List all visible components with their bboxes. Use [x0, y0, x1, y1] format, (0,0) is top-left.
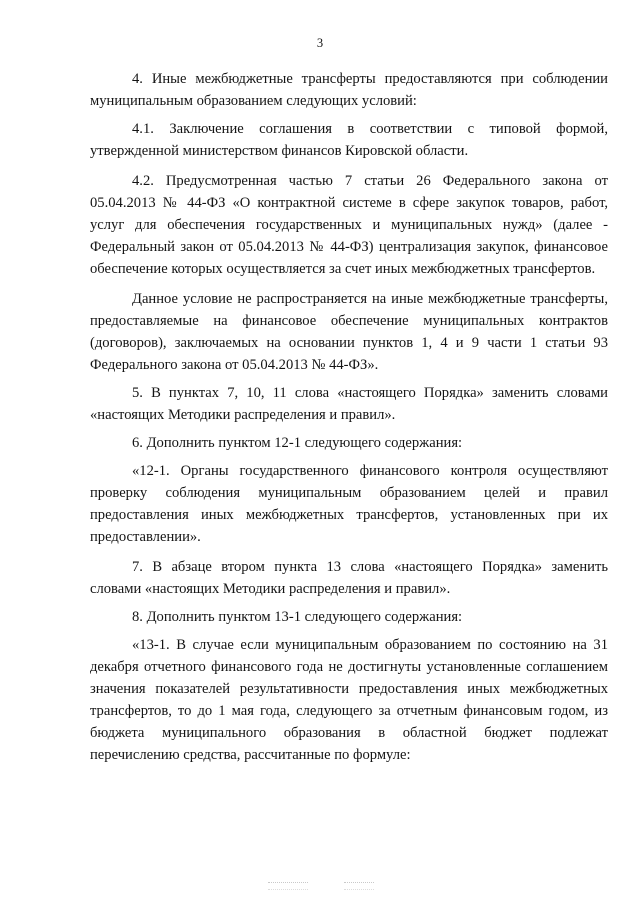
scan-artifact-mark — [268, 882, 308, 890]
scan-artifact-mark — [344, 882, 374, 890]
paragraph-item-12-1: «12-1. Органы государственного финансового контроля осуществляют проверку соблюдения муниципальным образованием целей и правил предоставления иных межбюджетных трансфертов, установленных при их предоставлении». — [90, 463, 608, 545]
page-number: 3 — [316, 36, 324, 50]
paragraph-item-6: 6. Дополнить пунктом 12-1 следующего содержания: — [132, 435, 463, 451]
paragraph-item-7: 7. В абзаце втором пункта 13 слова «настоящего Порядка» заменить словами «настоящих Методики распределения и правил». — [90, 559, 608, 597]
paragraph-item-13-1: «13-1. В случае если муниципальным образованием по состоянию на 31 декабря отчетного финансового года не достигнуты установленные соглашением значения показателей результативности предоставления иных межбюджетных трансфертов, то до 1 мая года, следующего за отчетным финансовым годом, из бюджета муниципального образования в областной бюджет подлежат перечислению средства, рассчитанные по формуле: — [90, 637, 608, 763]
paragraph-item-8: 8. Дополнить пунктом 13-1 следующего содержания: — [132, 609, 463, 625]
paragraph-item-4-2: 4.2. Предусмотренная частью 7 статьи 26 Федерального закона от 05.04.2013 № 44-ФЗ «О контрактной системе в сфере закупок товаров, работ, услуг для обеспечения государственных и муниципальных нужд» (далее - Федеральный закон от 05.04.2013 № 44-ФЗ) централизация закупок, финансовое обеспечение которых осуществляется за счет иных межбюджетных трансфертов. — [90, 173, 608, 277]
paragraph-item-5: 5. В пунктах 7, 10, 11 слова «настоящего Порядка» заменить словами «настоящих Методики распределения и правил». — [90, 385, 608, 423]
paragraph-item-4: 4. Иные межбюджетные трансферты предоставляются при соблюдении муниципальным образованием следующих условий: — [90, 71, 608, 109]
paragraph-condition-exception: Данное условие не распространяется на иные межбюджетные трансферты, предоставляемые на финансовое обеспечение муниципальных контрактов (договоров), заключаемых на основании пунктов 1, 4 и 9 части 1 статьи 93 Федерального закона от 05.04.2013 № 44-ФЗ». — [90, 291, 608, 373]
paragraph-item-4-1: 4.1. Заключение соглашения в соответствии с типовой формой, утвержденной министерством финансов Кировской области. — [90, 121, 608, 159]
document-body — [90, 68, 608, 772]
